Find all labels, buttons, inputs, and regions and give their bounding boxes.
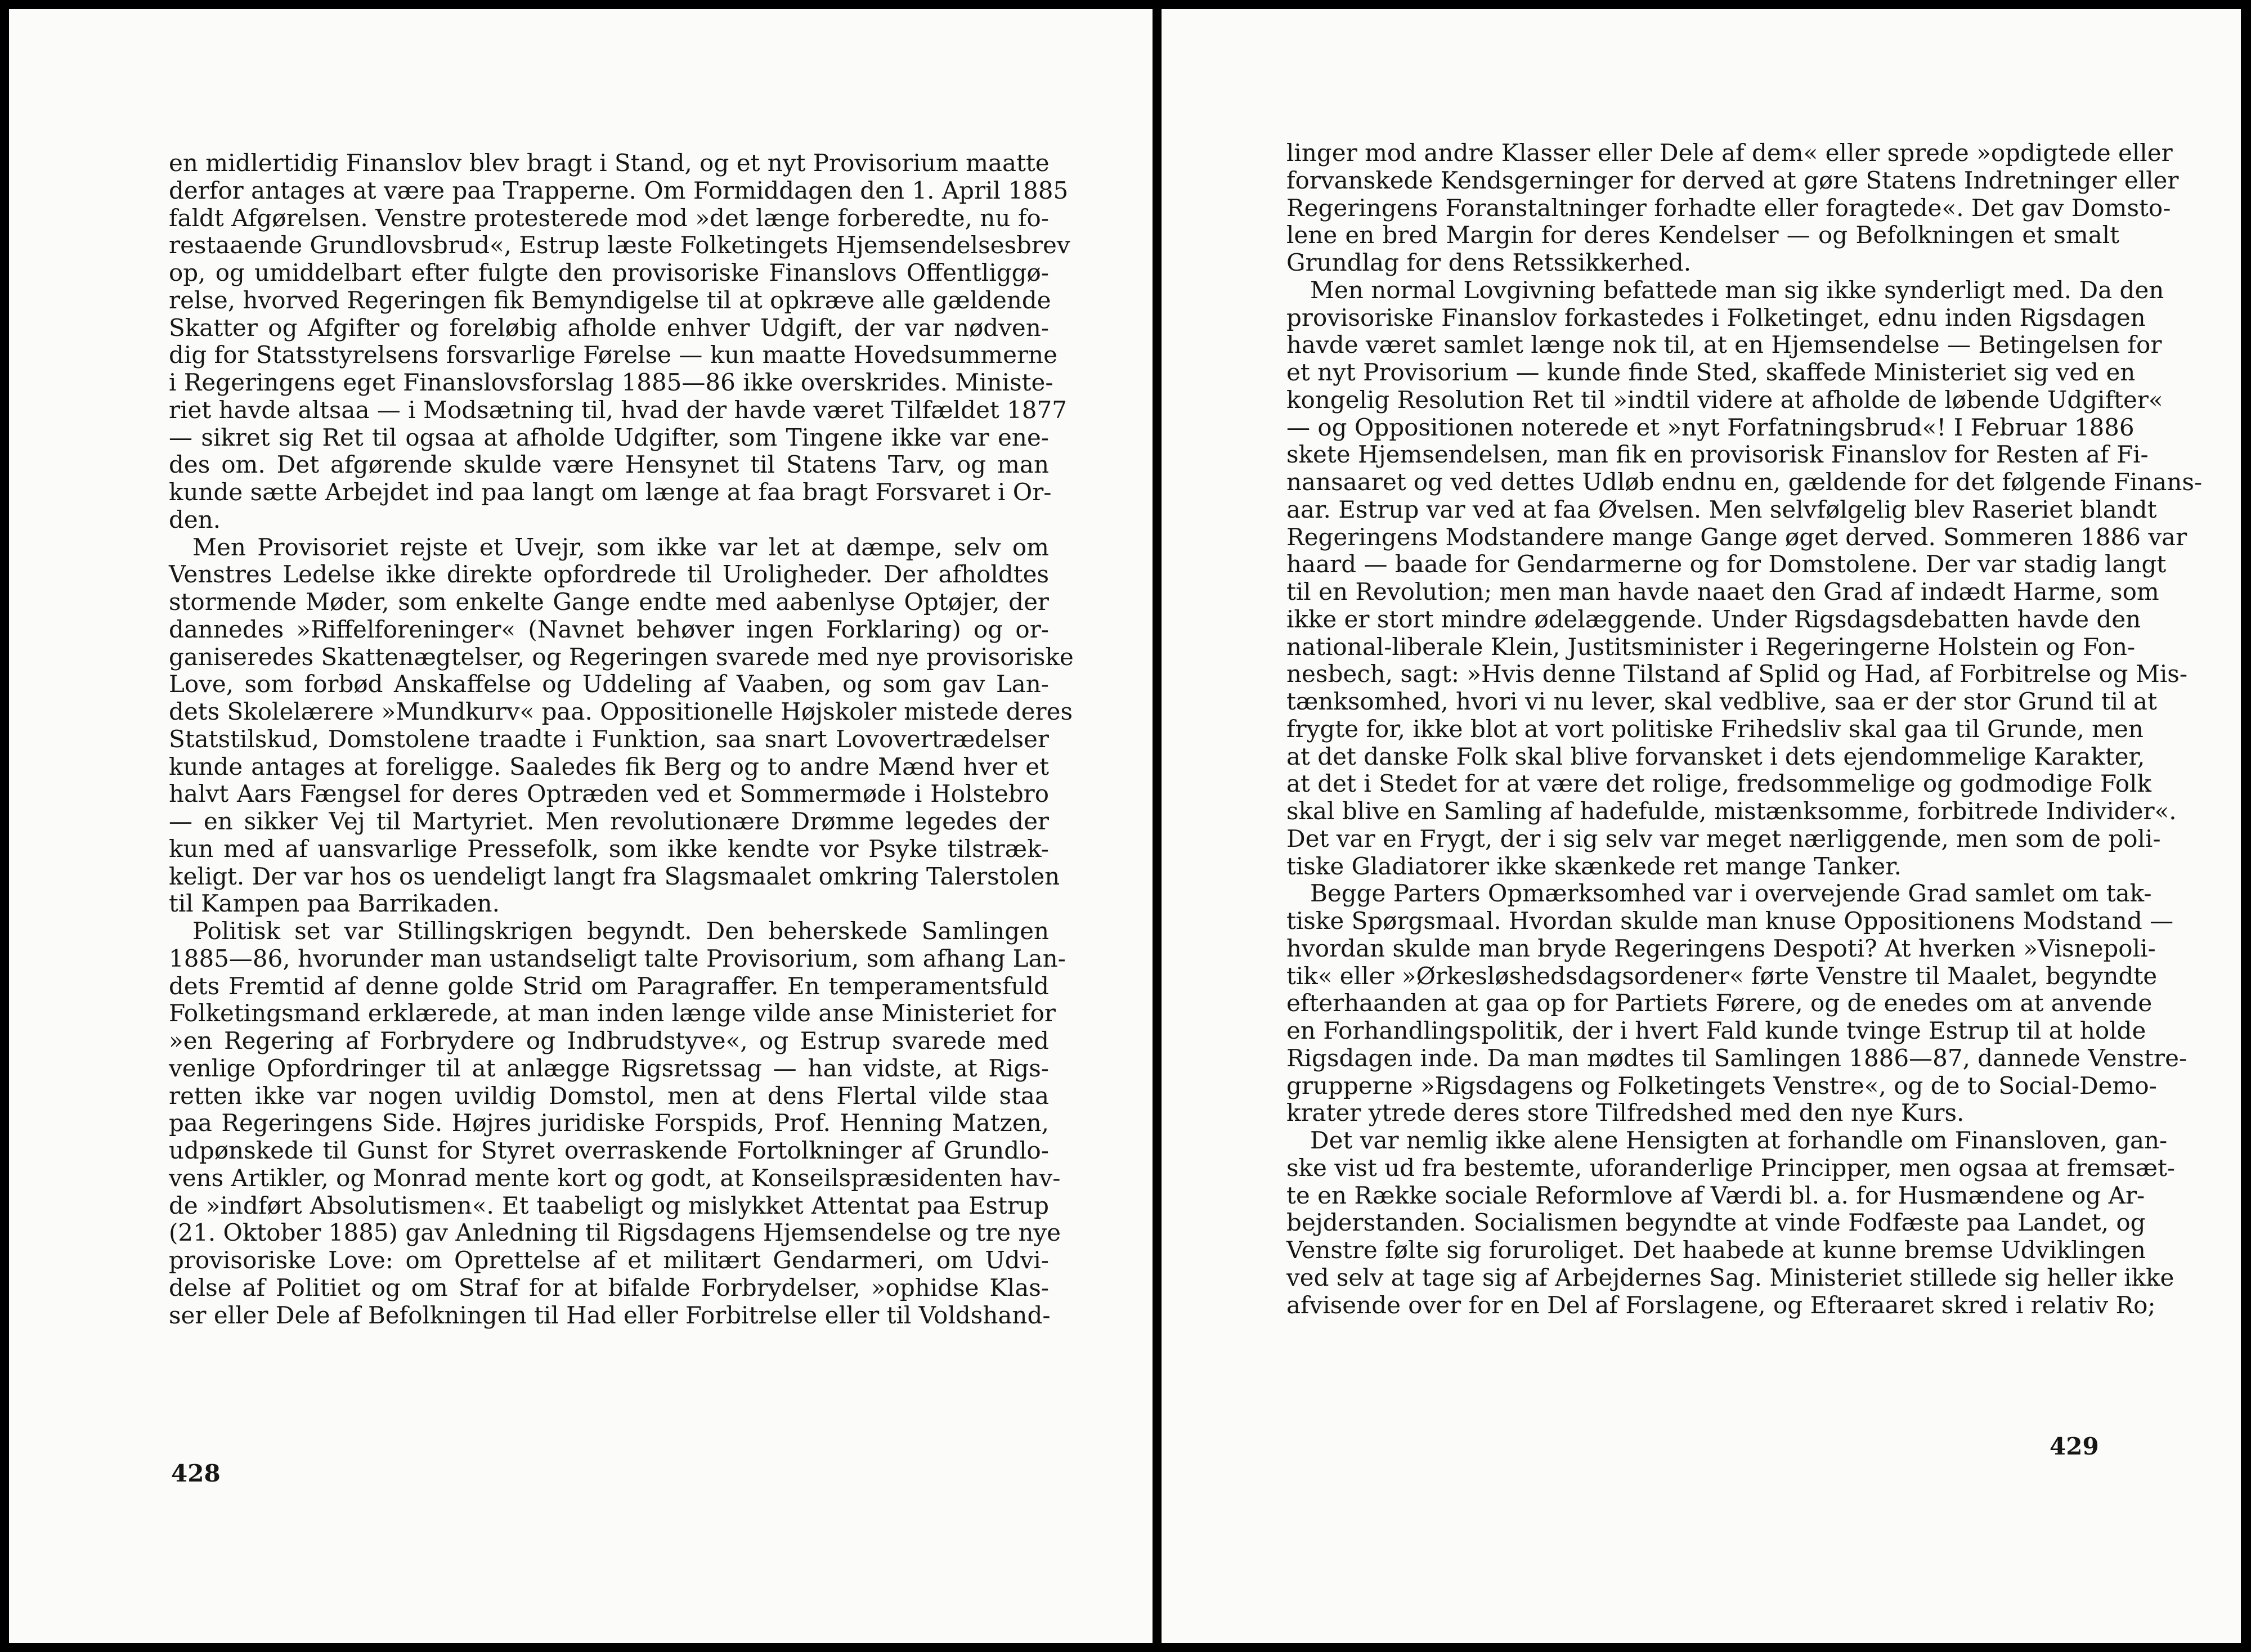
text-line: Skatter og Afgifter og foreløbig afholde enhver Udgift, der var nødven- xyxy=(169,313,1049,342)
text-line: ved selv at tage sig af Arbejdernes Sag. Ministeriet stillede sig heller ikke xyxy=(1286,1263,2174,1291)
text-line: tænksomhed, hvori vi nu lever, skal vedblive, saa er der stor Grund til at xyxy=(1286,688,2157,715)
left-page-number: 428 xyxy=(171,1460,221,1487)
text-line: til en Revolution; men man havde naaet den Grad af indædt Harme, som xyxy=(1286,578,2159,605)
text-line: relse, hvorved Regeringen fik Bemyndigelse til at opkræve alle gældende xyxy=(169,286,1051,314)
text-line: de »indført Absolutismen«. Et taabeligt og mislykket Attentat paa Estrup xyxy=(169,1191,1049,1219)
text-line: ganiseredes Skattenægtelser, og Regeringen svarede med nye provisoriske xyxy=(169,643,1074,671)
text-line: skal blive en Samling af hadefulde, mistænksomme, forbitrede Individer«. xyxy=(1286,797,2177,825)
text-line: Det var en Frygt, der i sig selv var meget nærliggende, men som de poli- xyxy=(1286,824,2161,852)
text-line: halvt Aars Fængsel for deres Optræden ved et Sommermøde i Holstebro xyxy=(169,780,1049,808)
text-line: ser eller Dele af Befolkningen til Had eller Forbitrelse eller til Voldshand- xyxy=(169,1301,1051,1329)
text-line: den. xyxy=(169,505,221,533)
text-line: — sikret sig Ret til ogsaa at afholde Udgifter, som Tingene ikke var ene- xyxy=(169,423,1049,451)
text-line: nesbech, sagt: »Hvis denne Tilstand af Splid og Had, af Forbitrelse og Mis- xyxy=(1286,660,2188,688)
text-line: provisoriske Finanslov forkastedes i Folketinget, ednu inden Rigsdagen xyxy=(1286,303,2146,331)
right-page-text xyxy=(1286,139,2203,1319)
right-page xyxy=(1162,9,2241,1643)
text-line: Politisk set var Stillingskrigen begyndt. Den beherskede Samlingen xyxy=(192,917,1049,945)
text-line: nansaaret og ved dettes Udløb endnu en, gældende for det følgende Finans- xyxy=(1286,468,2203,496)
text-line: Regeringens Foranstaltninger forhadte eller foragtede«. Det gav Domsto- xyxy=(1286,194,2171,222)
text-line: et nyt Provisorium — kunde finde Sted, skaffede Ministeriet sig ved en xyxy=(1286,358,2136,386)
text-line: hvordan skulde man bryde Regeringens Despoti? At hverken »Visnepoli- xyxy=(1286,934,2156,962)
text-line: at det danske Folk skal blive forvansket i dets ejendommelige Karakter, xyxy=(1286,742,2145,770)
text-line: faldt Afgørelsen. Venstre protesterede mod »det længe forberedte, nu fo- xyxy=(169,204,1049,232)
text-line: en midlertidig Finanslov blev bragt i Stand, og et nyt Provisorium maatte xyxy=(169,149,1050,177)
text-line: (21. Oktober 1885) gav Anledning til Rigsdagens Hjemsendelse og tre nye xyxy=(169,1219,1061,1247)
text-line: dets Fremtid af denne golde Strid om Paragraffer. En temperamentsfuld xyxy=(169,972,1049,1000)
text-line: afvisende over for en Del af Forslagene, og Efteraaret skred i relativ Ro; xyxy=(1286,1291,2156,1319)
text-line: national-liberale Klein, Justitsminister i Regeringerne Holstein og Fon- xyxy=(1286,632,2136,661)
text-line: en Forhandlingspolitik, der i hvert Fald kunde tvinge Estrup til at holde xyxy=(1286,1017,2146,1044)
text-line: kongelig Resolution Ret til »indtil videre at afholde de løbende Udgifter« xyxy=(1286,385,2163,414)
text-line: kun med af uansvarlige Pressefolk, som ikke kendte vor Psyke tilstræk- xyxy=(169,834,1049,863)
text-line: udpønskede til Gunst for Styret overraskende Fortolkninger af Grundlo- xyxy=(169,1137,1049,1164)
text-line: delse af Politiet og om Straf for at bifalde Forbrydelser, »ophidse Klas- xyxy=(169,1273,1049,1301)
text-line: krater ytrede deres store Tilfredshed med den nye Kurs. xyxy=(1286,1099,1965,1127)
text-line: Venstre følte sig foruroliget. Det haabede at kunne bremse Udviklingen xyxy=(1286,1236,2146,1264)
text-line: til Kampen paa Barrikaden. xyxy=(169,890,500,918)
text-line: ikke er stort mindre ødelæggende. Under Rigsdagsdebatten havde den xyxy=(1286,605,2141,633)
text-line: kunde sætte Arbejdet ind paa langt om længe at faa bragt Forsvaret i Or- xyxy=(169,478,1052,506)
text-line: frygte for, ikke blot at vort politiske Frihedsliv skal gaa til Grunde, men xyxy=(1286,715,2144,743)
text-line: keligt. Der var hos os uendeligt langt fra Slagsmaalet omkring Talerstolen xyxy=(169,862,1060,890)
text-line: Grundlag for dens Retssikkerhed. xyxy=(1286,249,1692,276)
text-line: des om. Det afgørende skulde være Hensynet til Statens Tarv, og man xyxy=(169,451,1049,479)
text-line: paa Regeringens Side. Højres juridiske Forspids, Prof. Henning Matzen, xyxy=(169,1109,1049,1137)
text-line: Love, som forbød Anskaffelse og Uddeling af Vaaben, og som gav Lan- xyxy=(169,670,1049,698)
text-line: linger mod andre Klasser eller Dele af dem« eller sprede »opdigtede eller xyxy=(1286,139,2173,167)
text-line: — og Oppositionen noterede et »nyt Forfatningsbrud«! I Februar 1886 xyxy=(1286,413,2135,441)
text-line: dets Skolelærere »Mundkurv« paa. Oppositionelle Højskoler mistede deres xyxy=(169,698,1073,725)
text-line: Statstilskud, Domstolene traadte i Funktion, saa snart Lovovertrædelser xyxy=(169,725,1049,753)
text-line: Det var nemlig ikke alene Hensigten at forhandle om Finansloven, gan- xyxy=(1310,1126,2168,1154)
text-line: Rigsdagen inde. Da man mødtes til Samlingen 1886—87, dannede Venstre- xyxy=(1286,1044,2187,1072)
text-line: efterhaanden at gaa op for Partiets Førere, og de enedes om at anvende xyxy=(1286,989,2153,1017)
text-line: haard — baade for Gendarmerne og for Domstolene. Der var stadig langt xyxy=(1286,550,2167,578)
text-line: Begge Parters Opmærksomhed var i overvejende Grad samlet om tak- xyxy=(1310,879,2152,908)
text-line: tiske Spørgsmaal. Hvordan skulde man knuse Oppositionens Modstand — xyxy=(1286,907,2174,935)
text-line: grupperne »Rigsdagens og Folketingets Venstre«, og de to Social-Demo- xyxy=(1286,1071,2157,1099)
text-line: Folketingsmand erklærede, at man inden længe vilde anse Ministeriet for xyxy=(169,999,1056,1027)
text-line: at det i Stedet for at være det rolige, fredsommelige og godmodige Folk xyxy=(1286,770,2151,798)
text-line: Regeringens Modstandere mange Gange øget derved. Sommeren 1886 var xyxy=(1286,523,2187,551)
text-line: tik« eller »Ørkesløshedsdagsordener« førte Venstre til Maalet, begyndte xyxy=(1286,962,2158,990)
text-line: — en sikker Vej til Martyriet. Men revolutionære Drømme legedes der xyxy=(169,807,1049,835)
text-line: dig for Statsstyrelsens forsvarlige Førelse — kun maatte Hovedsummerne xyxy=(169,341,1057,369)
left-page xyxy=(9,9,1153,1643)
text-line: provisoriske Love: om Oprettelse af et militært Gendarmeri, om Udvi- xyxy=(169,1246,1049,1274)
text-line: i Regeringens eget Finanslovsforslag 1885—86 ikke overskrides. Ministe- xyxy=(169,369,1053,396)
text-line: Men normal Lovgivning befattede man sig ikke synderligt med. Da den xyxy=(1310,276,2164,304)
text-line: Men Provisoriet rejste et Uvejr, som ikke var let at dæmpe, selv om xyxy=(192,533,1049,561)
text-line: dannedes »Riffelforeninger« (Navnet behøver ingen Forklaring) og or- xyxy=(169,615,1049,643)
text-line: skete Hjemsendelsen, man fik en provisorisk Finanslov for Resten af Fi- xyxy=(1286,441,2149,469)
text-line: venlige Opfordringer til at anlægge Rigsretssag — han vidste, at Rigs- xyxy=(169,1054,1049,1082)
text-line: »en Regering af Forbrydere og Indbrudstyve«, og Estrup svarede med xyxy=(169,1027,1049,1054)
text-line: lene en bred Margin for deres Kendelser — og Befolkningen et smalt xyxy=(1286,221,2119,249)
text-line: op, og umiddelbart efter fulgte den provisoriske Finanslovs Offentliggø- xyxy=(169,259,1049,286)
text-line: aar. Estrup var ved at faa Øvelsen. Men selvfølgelig blev Raseriet blandt xyxy=(1286,495,2157,523)
text-line: riet havde altsaa — i Modsætning til, hvad der havde været Tilfældet 1877 xyxy=(169,396,1067,424)
text-line: kunde antages at foreligge. Saaledes fik Berg og to andre Mænd hver et xyxy=(169,752,1049,780)
text-line: Venstres Ledelse ikke direkte opfordrede til Uroligheder. Der afholdtes xyxy=(169,560,1049,589)
text-line: havde været samlet længe nok til, at en Hjemsendelse — Betingelsen for xyxy=(1286,331,2162,359)
text-line: restaaende Grundlovsbrud«, Estrup læste Folketingets Hjemsendelsesbrev xyxy=(169,231,1070,259)
text-line: retten ikke var nogen uvildig Domstol, men at dens Flertal vilde staa xyxy=(169,1081,1049,1110)
text-line: ske vist ud fra bestemte, uforanderlige Principper, men ogsaa at fremsæt- xyxy=(1286,1153,2176,1182)
text-line: te en Række sociale Reformlove af Værdi bl. a. for Husmændene og Ar- xyxy=(1286,1181,2145,1209)
text-line: tiske Gladiatorer ikke skænkede ret mange Tanker. xyxy=(1286,852,1902,880)
text-line: derfor antages at være paa Trapperne. Om Formiddagen den 1. April 1885 xyxy=(169,176,1069,204)
text-line: stormende Møder, som enkelte Gange endte med aabenlyse Optøjer, der xyxy=(169,588,1049,616)
text-line: forvanskede Kendsgerninger for derved at gøre Statens Indretninger eller xyxy=(1286,166,2179,194)
text-line: vens Artikler, og Monrad mente kort og godt, at Konseilspræsidenten hav- xyxy=(169,1164,1061,1192)
left-page-text xyxy=(169,149,1074,1329)
right-page-number: 429 xyxy=(2050,1433,2099,1460)
text-line: 1885—86, hvorunder man ustandseligt talte Provisorium, som afhang Lan- xyxy=(169,944,1066,972)
text-line: bejderstanden. Socialismen begyndte at vinde Fodfæste paa Landet, og xyxy=(1286,1209,2146,1237)
